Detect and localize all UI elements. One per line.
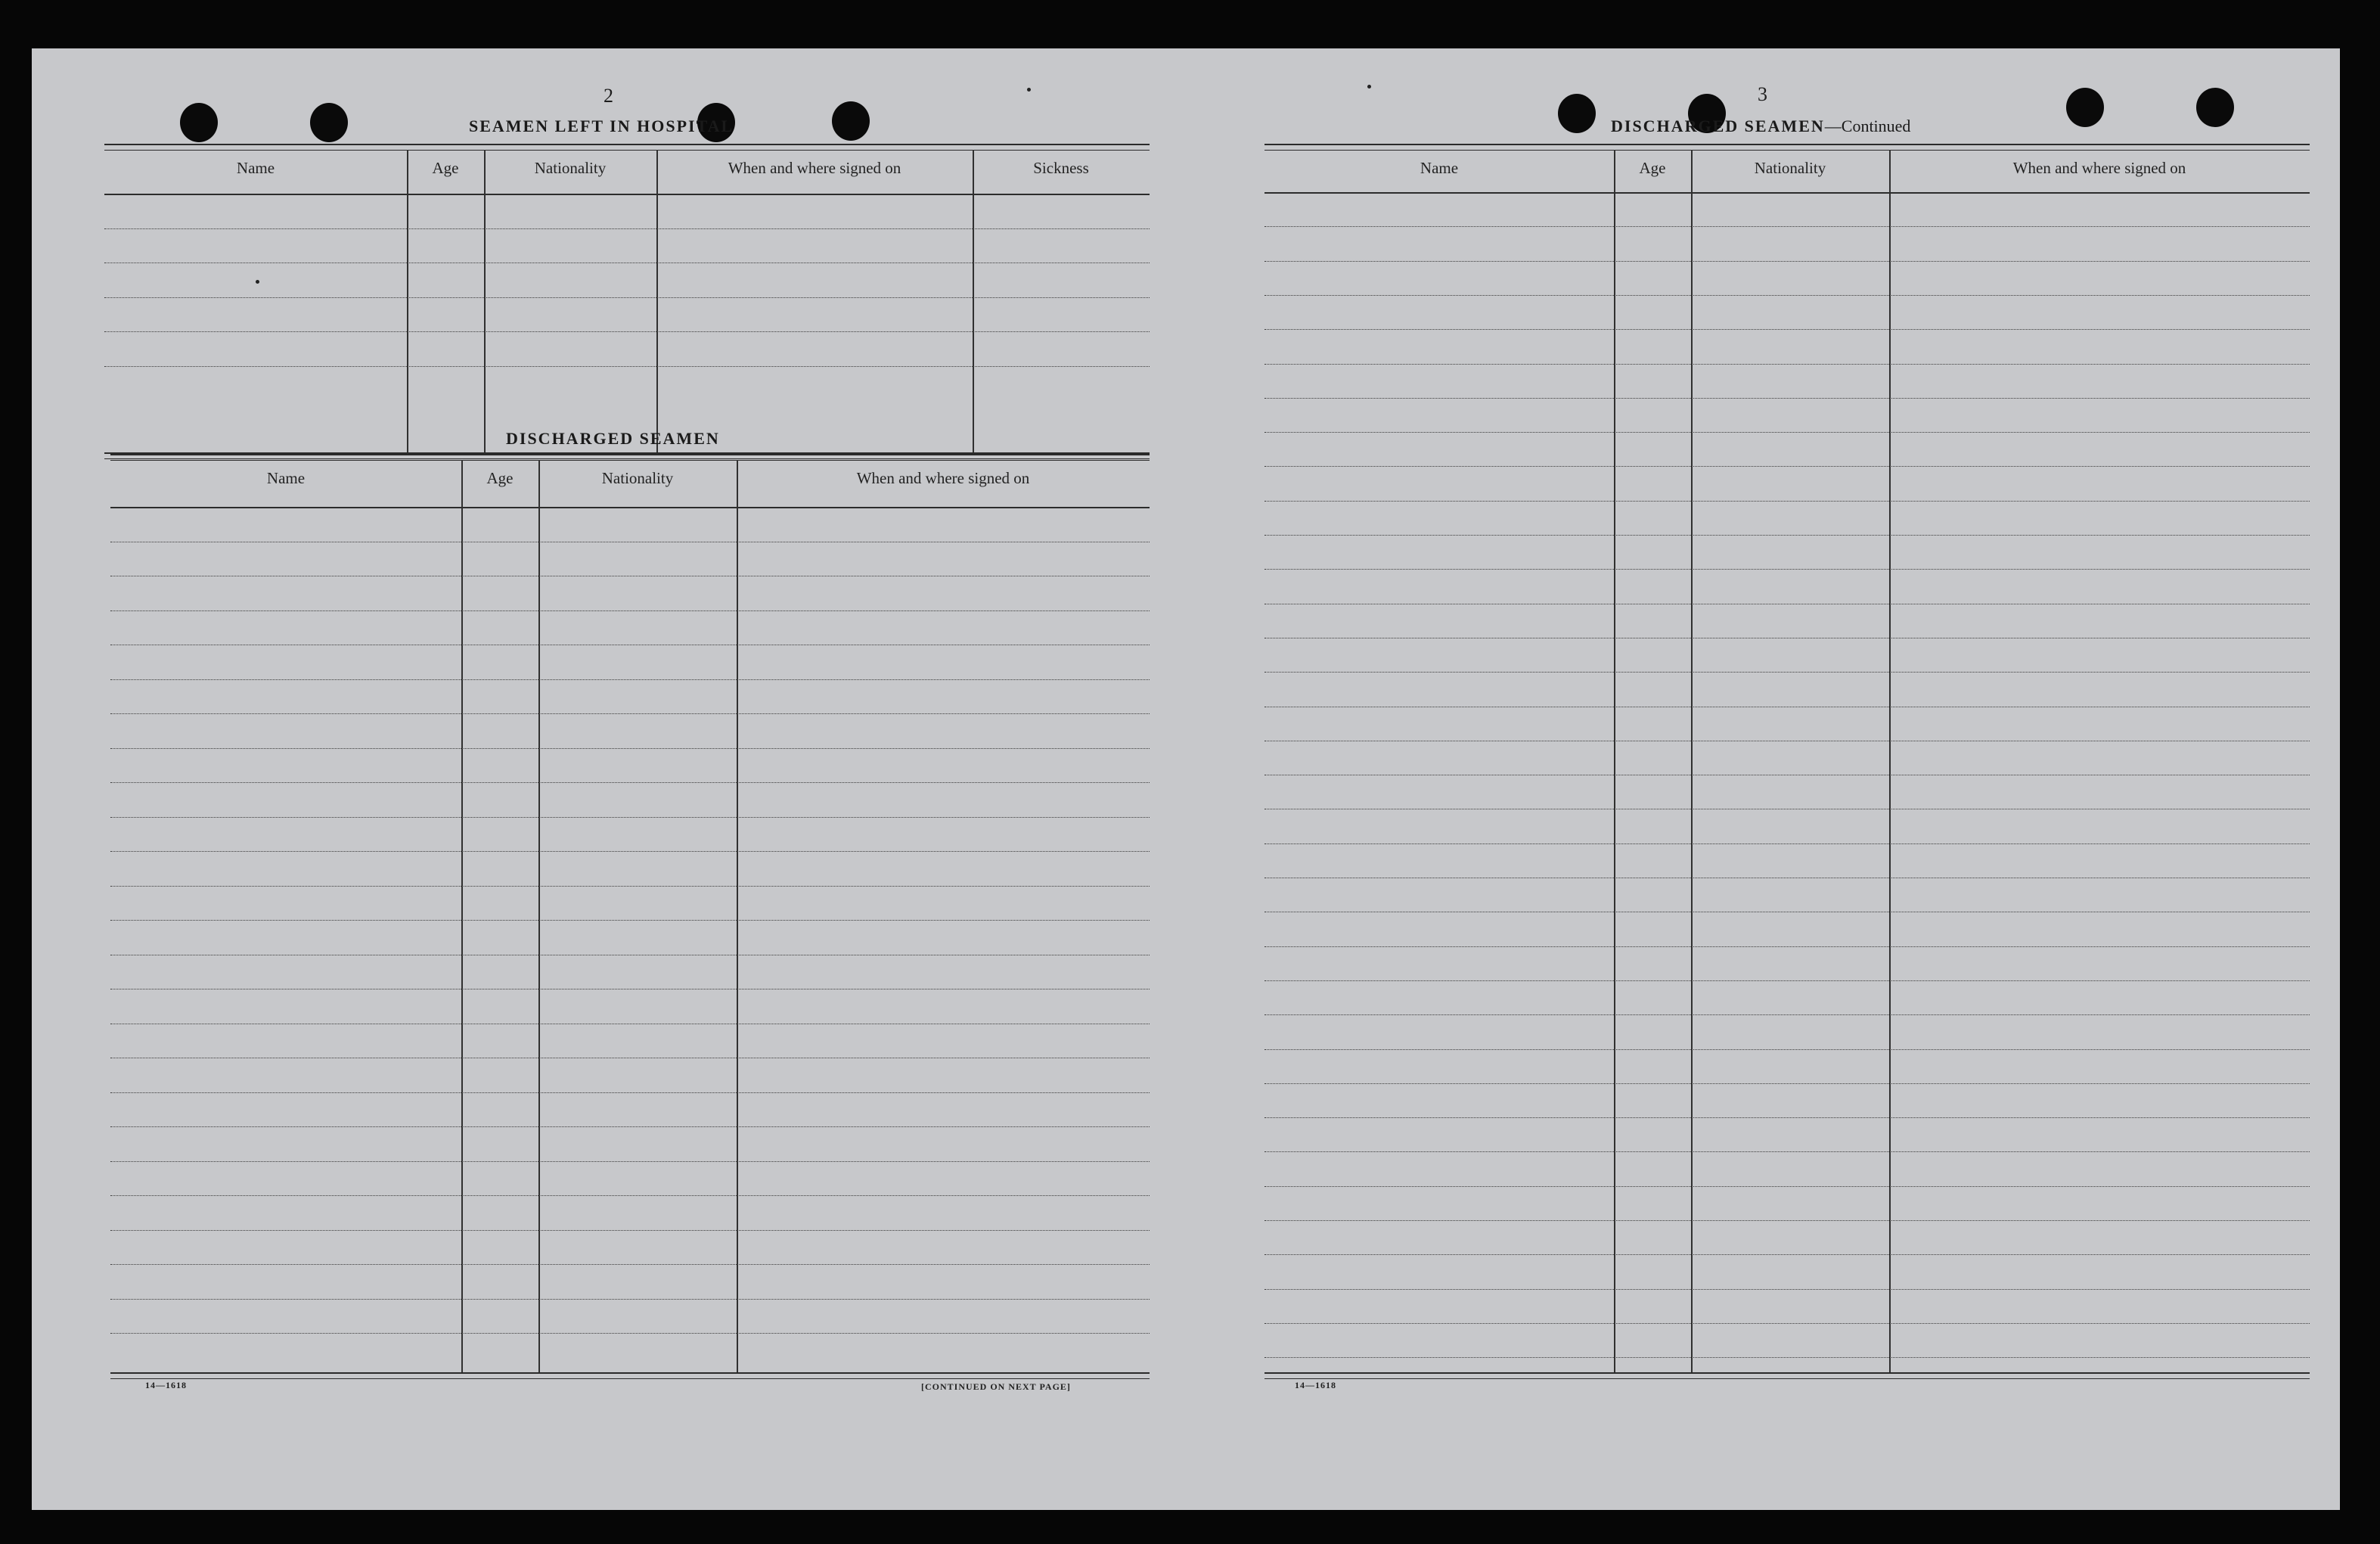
continued-suffix: —Continued (1824, 116, 1911, 135)
column-header-when-where: When and where signed on (728, 159, 901, 177)
table-row-rule (104, 228, 1150, 229)
column-divider (1889, 150, 1891, 1374)
table-row-rule (110, 920, 1150, 921)
table-row-rule (1264, 466, 2310, 467)
header-rule (104, 194, 1150, 195)
punch-hole (1558, 94, 1596, 133)
column-divider (461, 460, 463, 1374)
table-row-rule (1264, 329, 2310, 330)
table-row-rule (110, 886, 1150, 887)
table-row-rule (1264, 364, 2310, 365)
table-row-rule (110, 1092, 1150, 1093)
punch-hole (2066, 88, 2104, 127)
table-row-rule (110, 1299, 1150, 1300)
discharged-continued-title (1611, 116, 1910, 136)
column-header-age: Age (432, 159, 459, 177)
column-header-nationality: Nationality (534, 159, 607, 177)
table-row-rule (1264, 1254, 2310, 1255)
table-row-rule (110, 1161, 1150, 1162)
table-row-rule (1264, 843, 2310, 844)
table-row-rule (110, 1126, 1150, 1127)
column-divider (1691, 150, 1693, 1374)
table-row-rule (1264, 535, 2310, 536)
table-row-rule (1264, 398, 2310, 399)
discharged-continued-table (1264, 144, 2310, 1377)
table-row-rule (110, 679, 1150, 680)
table-row-rule (1264, 1049, 2310, 1050)
table-row-rule (1264, 569, 2310, 570)
table-row-rule (110, 713, 1150, 714)
page-number-left: 2 (604, 85, 613, 107)
table-row-rule (1264, 501, 2310, 502)
column-divider (538, 460, 540, 1374)
column-divider (656, 150, 658, 454)
table-row-rule (110, 1195, 1150, 1196)
table-bottom-rule (1264, 1372, 2310, 1379)
column-divider (737, 460, 738, 1374)
column-header-name: Name (266, 469, 306, 487)
discharged-section-title: DISCHARGED SEAMEN (506, 429, 720, 448)
column-header-age: Age (486, 469, 514, 487)
page-number-right: 3 (1758, 83, 1767, 105)
table-row-rule (110, 782, 1150, 783)
column-divider (407, 150, 408, 454)
table-row-rule (104, 331, 1150, 332)
header-rule (1264, 192, 2310, 194)
table-row-rule (1264, 295, 2310, 296)
table-row-rule (1264, 432, 2310, 433)
hospital-table (104, 144, 1150, 455)
table-row-rule (1264, 1014, 2310, 1015)
table-row-rule (1264, 1151, 2310, 1152)
column-header-sickness: Sickness (1033, 159, 1089, 177)
table-row-rule (1264, 980, 2310, 981)
table-row-rule (1264, 1117, 2310, 1118)
table-row-rule (110, 748, 1150, 749)
table-row-rule (110, 1264, 1150, 1265)
table-top-rule (104, 144, 1150, 151)
table-row-rule (1264, 1083, 2310, 1084)
ink-speck (1027, 88, 1031, 92)
table-top-rule (1264, 144, 2310, 151)
table-row-rule (1264, 1289, 2310, 1290)
table-row-rule (1264, 1186, 2310, 1187)
continued-note: [CONTINUED ON NEXT PAGE] (921, 1381, 1071, 1392)
table-bottom-rule (110, 1372, 1150, 1379)
table-row-rule (1264, 1220, 2310, 1221)
table-row-rule (104, 366, 1150, 367)
column-divider (973, 150, 974, 454)
punch-hole (310, 103, 348, 142)
form-code-right: 14—1618 (1295, 1380, 1336, 1390)
column-divider (484, 150, 486, 454)
table-row-rule (110, 610, 1150, 611)
column-header-nationality: Nationality (601, 469, 674, 487)
column-header-nationality: Nationality (1754, 159, 1826, 177)
table-row-rule (1264, 226, 2310, 227)
ledger-sheet (32, 48, 2340, 1510)
column-header-when-where: When and where signed on (856, 469, 1030, 487)
punch-hole (832, 101, 870, 141)
punch-hole (2196, 88, 2234, 127)
table-row-rule (110, 851, 1150, 852)
header-rule (110, 507, 1150, 508)
table-row-rule (1264, 261, 2310, 262)
discharged-continued-title-text: DISCHARGED SEAMEN (1611, 116, 1825, 135)
table-top-rule (110, 454, 1150, 461)
hospital-section-title: SEAMEN LEFT IN HOSPITAL (469, 116, 734, 135)
form-code-left: 14—1618 (145, 1380, 187, 1390)
table-row-rule (104, 297, 1150, 298)
table-row-rule (1264, 1357, 2310, 1358)
column-header-name: Name (1420, 159, 1459, 177)
table-row-rule (1264, 946, 2310, 947)
table-row-rule (1264, 1323, 2310, 1324)
discharged-table (110, 454, 1150, 1377)
table-row-rule (110, 817, 1150, 818)
column-header-when-where: When and where signed on (2012, 159, 2186, 177)
column-divider (1614, 150, 1615, 1374)
column-header-name: Name (236, 159, 275, 177)
table-row-rule (1264, 672, 2310, 673)
table-row-rule (110, 1333, 1150, 1334)
ink-speck (1367, 85, 1371, 89)
table-row-rule (110, 1230, 1150, 1231)
column-header-age: Age (1639, 159, 1666, 177)
punch-hole (180, 103, 218, 142)
